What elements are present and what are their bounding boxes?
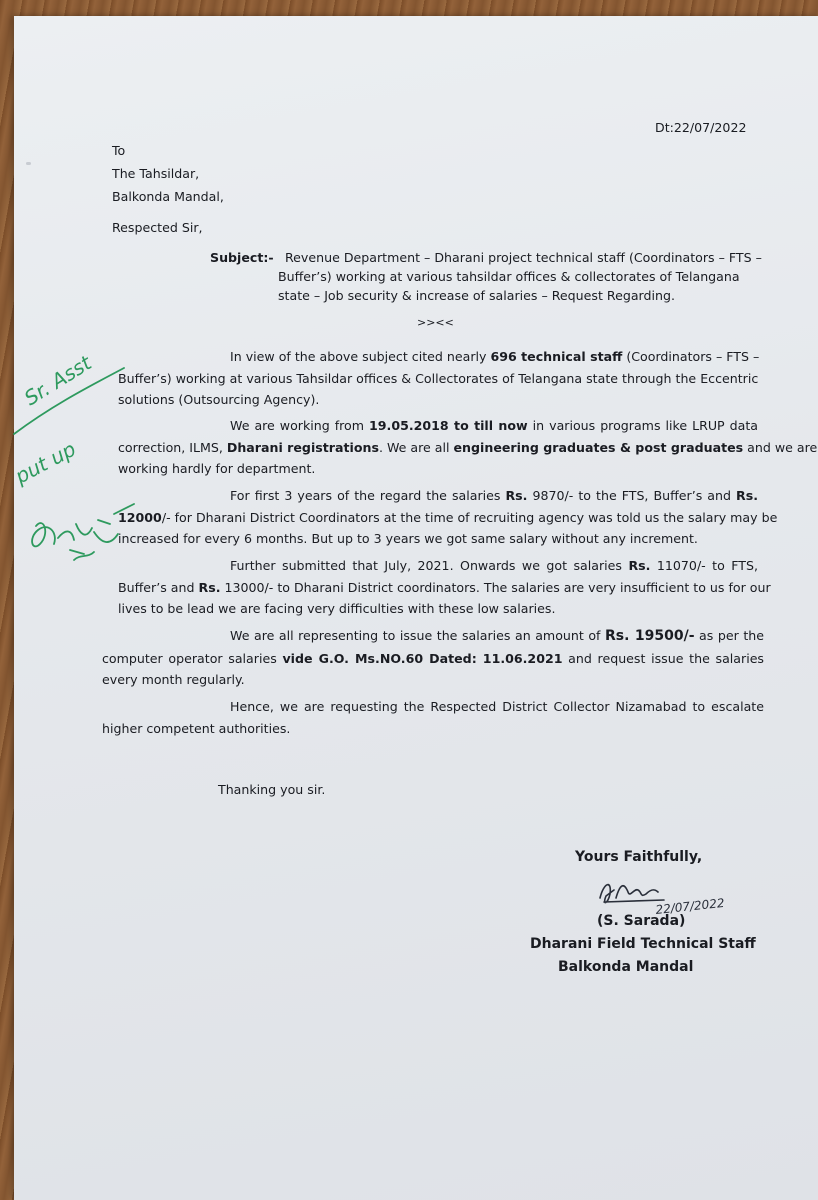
signatory-name: (S. Sarada) (597, 913, 686, 929)
signatory-place: Balkonda Mandal (558, 959, 694, 975)
letter-sheet (11, 16, 818, 1200)
paragraph-5: We are all representing to issue the salaries an amount of Rs. 19500/- as per the computer operator salaries vide G.O. Ms.NO.60 Dated: 11.06.2021 and request issue the salaries every month regularly. (102, 628, 764, 687)
addressee-line-1: The Tahsildar, (112, 166, 200, 181)
addressee-line-2: Balkonda Mandal, (112, 189, 224, 204)
signatory-title: Dharani Field Technical Staff (530, 936, 756, 952)
paragraph-2: We are working from 19.05.2018 to till now in various programs like LRUP data correction, ILMS, Dharani registrations. We are all engineering graduates & post graduates and we are working hardly for department. (118, 418, 818, 476)
paragraph-6: Hence, we are requesting the Respected District Collector Nizamabad to escalate higher competent authorities. (102, 699, 764, 736)
closing-line: Thanking you sir. (218, 782, 326, 797)
paragraph-4: Further submitted that July, 2021. Onwards we got salaries Rs. 11070/- to FTS, Buffer’s and Rs. 13000/- to Dharani District coordinators. The salaries are very insufficient to us for our lives to be lead we are facing very difficulties with these low salaries. (118, 558, 771, 616)
separator-mark: >><< (417, 316, 454, 329)
paragraph-3: For first 3 years of the regard the salaries Rs. 9870/- to the FTS, Buffer’s and Rs. 12000/- for Dharani District Coordinators at the time of recruiting agency was told us the salary may be increased for every 6 months. But up to 3 years we got same salary without any increment. (118, 488, 778, 546)
yours-faithfully: Yours Faithfully, (575, 849, 703, 865)
paragraph-1: In view of the above subject cited nearly 696 technical staff (Coordinators – FTS – Buffer’s) working at various Tahsildar offices & Collectorates of Telangana state through the Eccentric solutions (Outsourcing Agency). (118, 349, 760, 407)
svg-text:Sr. Asst: Sr. Asst (19, 350, 96, 411)
letter-date: Dt:22/07/2022 (655, 120, 747, 135)
salutation: Respected Sir, (112, 220, 203, 235)
subject-line-3: state – Job security & increase of salaries – Request Regarding. (278, 288, 675, 303)
svg-text:put up: put up (11, 436, 80, 489)
svg-text:22/07/2022: 22/07/2022 (654, 895, 726, 917)
margin-note-handwriting (11, 350, 144, 584)
subject-line-2: Buffer’s) working at various tahsildar offices & collectorates of Telangana (278, 269, 740, 284)
paper-mark (26, 162, 31, 165)
subject-label: Subject:- (210, 250, 274, 265)
subject-line-1: Revenue Department – Dharani project technical staff (Coordinators – FTS – (285, 250, 762, 265)
addressee-to: To (112, 143, 126, 158)
